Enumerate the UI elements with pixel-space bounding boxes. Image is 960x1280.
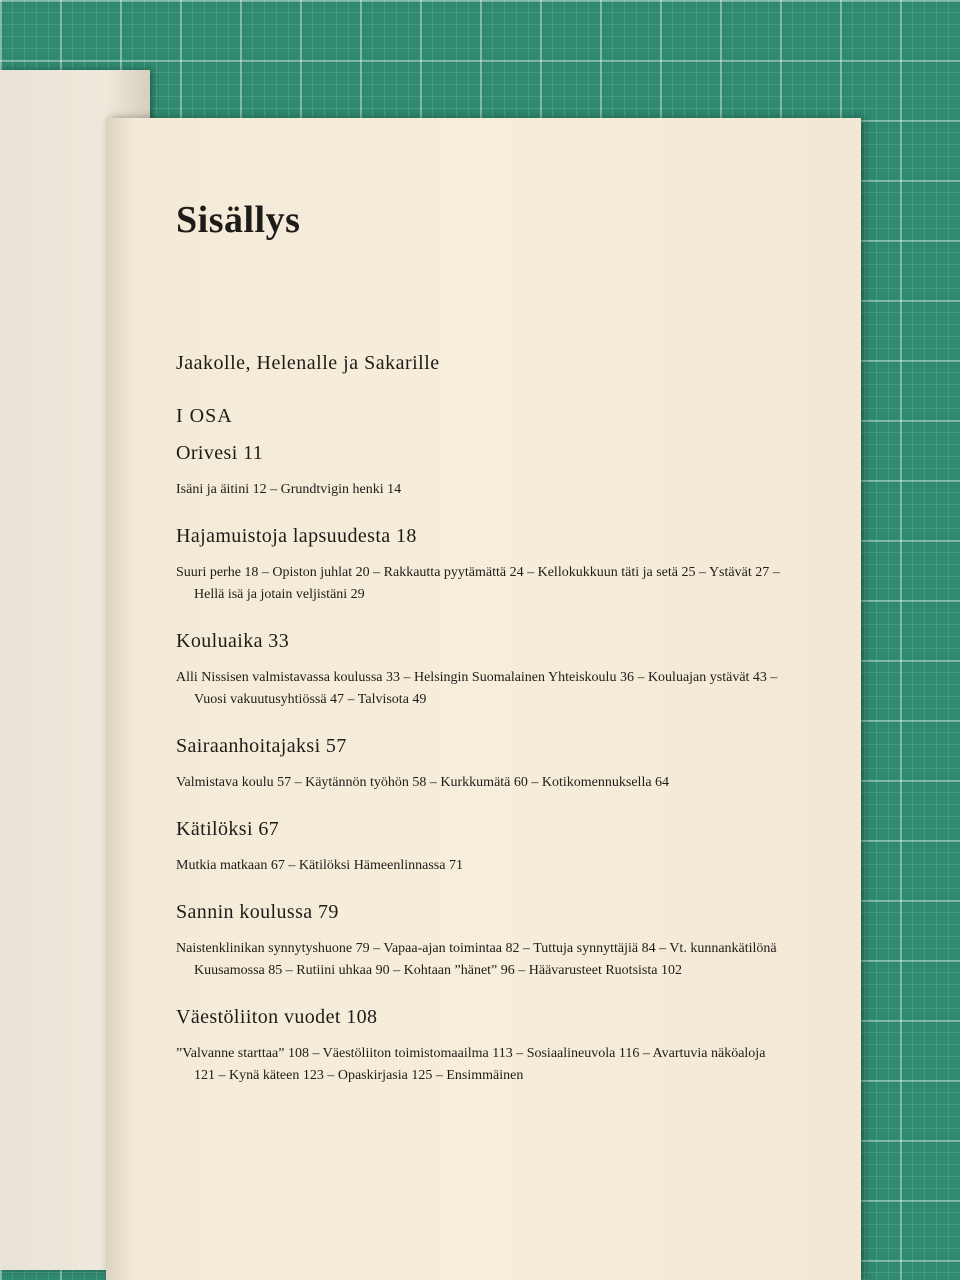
page-title: Sisällys [176,199,301,241]
chapter-entry [176,818,776,877]
chapter-contents: Naistenklinikan synnytyshuone 79 – Vapaa-ajan toimintaa 82 – Tuttuja synnyttäjiä 84 – Vt. kunnankätilönä Kuusamossa 85 – Rutiini uhkaa 90 – Kohtaan ”hänet” 96 – Häävarusteet Ruotsista 102 [176,941,777,978]
chapter-contents: Mutkia matkaan 67 – Kätilöksi Hämeenlinnassa 71 [176,858,463,873]
chapter-title: Sannin koulussa 79 [176,901,339,923]
chapter-title: Kätilöksi 67 [176,818,280,840]
chapter-contents: ”Valvanne starttaa” 108 – Väestöliiton toimistomaailma 113 – Sosiaalineuvola 116 – Avartuvia näköaloja 121 – Kynä käteen 123 – Opaskirjasia 125 – Ensimmäinen [176,1046,766,1083]
chapter-entry [176,525,780,606]
chapter-contents: Suuri perhe 18 – Opiston juhlat 20 – Rakkautta pyytämättä 24 – Kellokukkuun täti ja setä 25 – Ystävät 27 – Hellä isä ja jotain veljistäni 29 [176,565,780,602]
chapter-contents: Isäni ja äitini 12 – Grundtvigin henki 14 [176,482,402,497]
dedication: Jaakolle, Helenalle ja Sakarille [176,352,440,374]
chapter-entry [176,735,776,794]
chapter-title: Orivesi 11 [176,442,264,464]
chapter-contents: Alli Nissisen valmistavassa koulussa 33 – Helsingin Suomalainen Yhteiskoulu 36 – Kouluajan ystävät 43 – Vuosi vakuutusyhtiössä 47 – Talvisota 49 [176,670,778,707]
chapter-entry [176,630,776,711]
chapter-title: Sairaanhoitajaksi 57 [176,735,347,757]
chapter-entry [176,442,776,501]
chapter-title: Väestöliiton vuodet 108 [176,1006,378,1028]
table-of-contents [176,198,780,1087]
chapter-entry [176,1006,776,1087]
chapter-entry [176,901,776,982]
chapter-title: Hajamuistoja lapsuudesta 18 [176,525,417,547]
part-heading: I OSA [176,405,233,427]
chapter-title: Kouluaika 33 [176,630,290,652]
chapter-contents: Valmistava koulu 57 – Käytännön työhön 58 – Kurkkumätä 60 – Kotikomennuksella 64 [176,775,670,790]
